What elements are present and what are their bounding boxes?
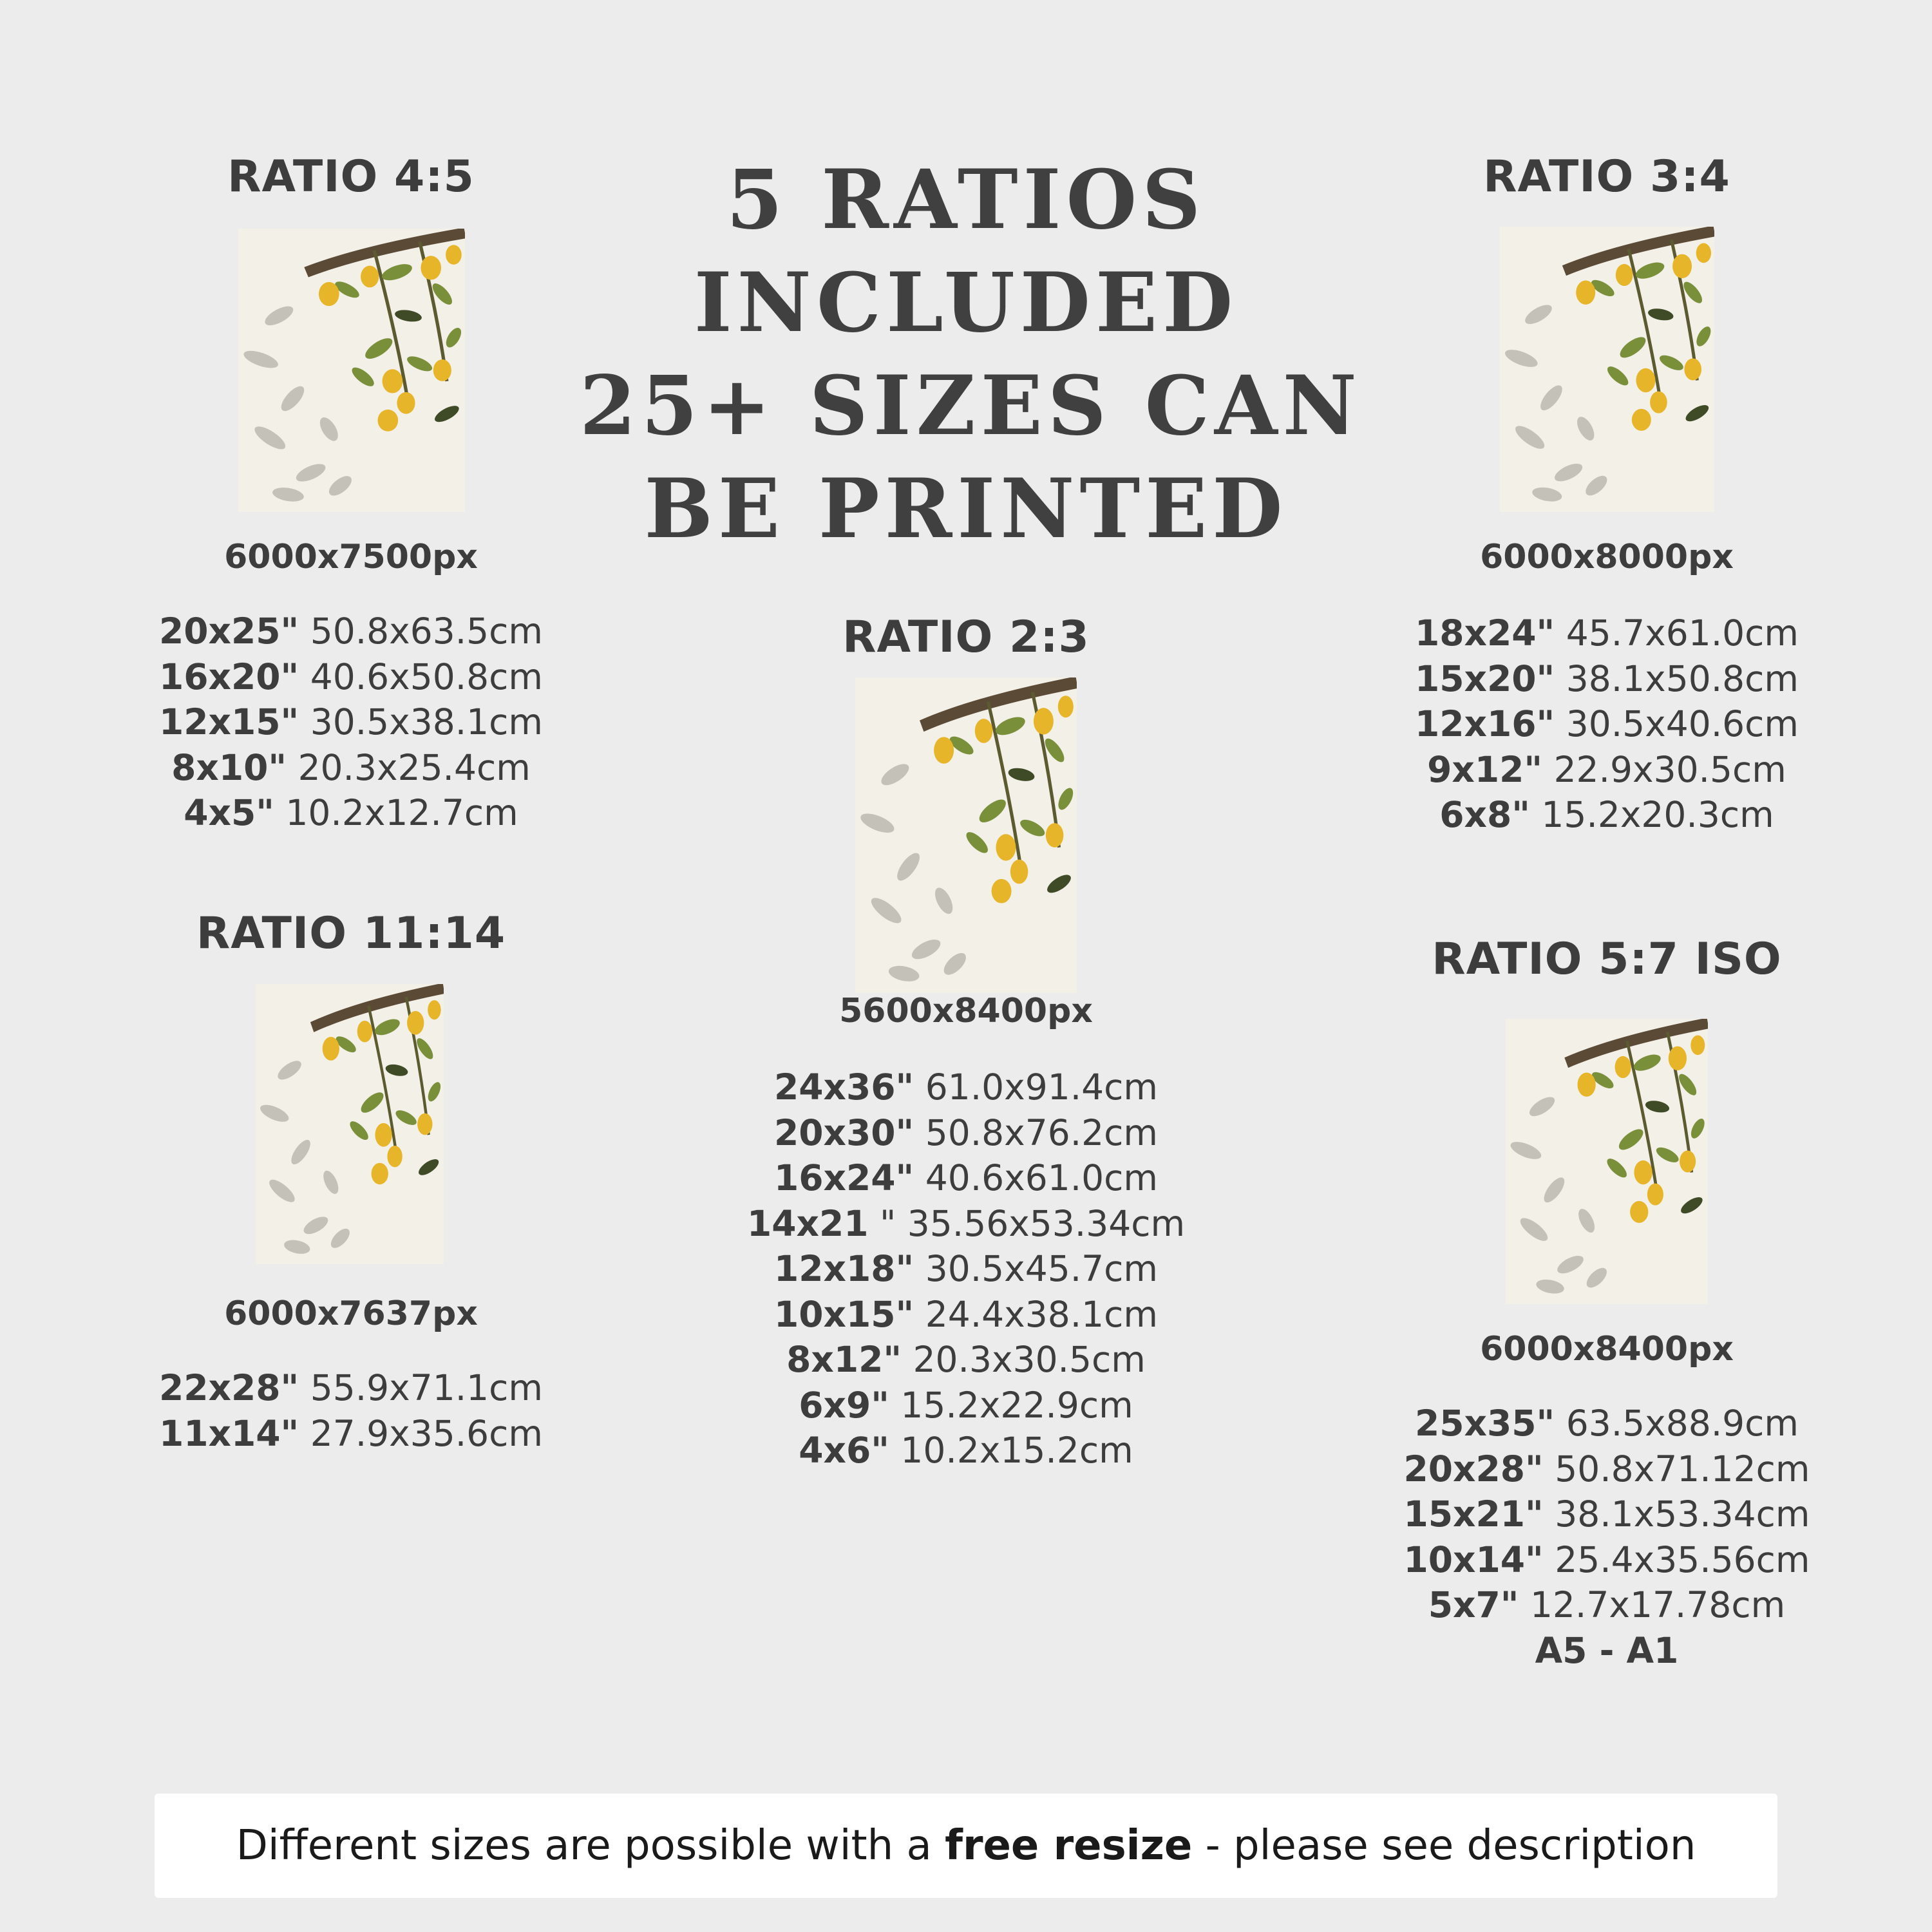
print-size-list (126, 609, 576, 836)
cm-size: 55.9x71.1cm (310, 1367, 543, 1408)
page-headline (580, 148, 1362, 560)
cm-size: 15.2x22.9cm (900, 1384, 1133, 1426)
cm-size: 30.5x45.7cm (925, 1248, 1158, 1289)
pixel-dimensions: 6000x8000px (1480, 538, 1734, 576)
print-size-row (1381, 747, 1832, 793)
cm-size: 20.3x25.4cm (298, 746, 531, 788)
inch-size: 15x21" (1403, 1493, 1544, 1535)
print-size-row (126, 609, 576, 654)
inch-size: 10x15" (774, 1293, 914, 1335)
inch-size: 8x10" (171, 746, 287, 788)
print-size-row (741, 1383, 1191, 1428)
inch-size: 6x9" (799, 1384, 889, 1426)
free-resize-banner (155, 1794, 1777, 1898)
cm-size: 63.5x88.9cm (1566, 1403, 1799, 1444)
pixel-dimensions: 5600x8400px (839, 992, 1093, 1030)
cm-size: 30.5x38.1cm (310, 701, 543, 743)
cm-size: 40.6x61.0cm (925, 1157, 1158, 1198)
print-size-row (741, 1246, 1191, 1292)
banner-text-start: Different sizes are possible with a (236, 1822, 945, 1870)
print-size-row (1381, 611, 1832, 656)
print-size-row (126, 790, 576, 836)
ratio-block-5-7-iso (1381, 927, 1832, 1700)
cm-size: 27.9x35.6cm (310, 1412, 543, 1454)
inch-size: 16x24" (774, 1157, 914, 1198)
cm-size: 10.2x12.7cm (285, 792, 518, 833)
print-size-list (741, 1065, 1191, 1473)
cm-size: 50.8x76.2cm (925, 1112, 1158, 1153)
ratio-title: RATIO 2:3 (842, 612, 1090, 663)
inch-size: 4x6" (799, 1430, 889, 1471)
print-size-row (126, 699, 576, 745)
cm-size: 38.1x50.8cm (1566, 658, 1799, 699)
cm-size: 25.4x35.56cm (1555, 1539, 1810, 1580)
cm-size: " 35.56x53.34cm (879, 1202, 1186, 1244)
cm-size: 20.3x30.5cm (913, 1339, 1146, 1380)
cm-size: 50.8x63.5cm (310, 611, 543, 652)
cm-size: 12.7x17.78cm (1530, 1584, 1786, 1625)
iso-range: A5 - A1 (1535, 1629, 1679, 1671)
ratio-block-11-14 (126, 902, 576, 1481)
ratio-title: RATIO 5:7 ISO (1432, 934, 1782, 985)
banner-text-end: - please see description (1192, 1822, 1696, 1870)
print-size-row (126, 745, 576, 791)
cm-size: 61.0x91.4cm (925, 1066, 1158, 1108)
inch-size: 5x7" (1428, 1584, 1519, 1625)
print-size-row (1381, 1537, 1832, 1583)
ratio-title: RATIO 4:5 (227, 151, 475, 202)
lemon-photo (238, 229, 465, 512)
print-size-row (741, 1337, 1191, 1383)
print-size-list (1381, 1401, 1832, 1673)
inch-size: 15x20" (1415, 658, 1555, 699)
ratio-title: RATIO 3:4 (1483, 151, 1730, 202)
ratio-block-4-5 (126, 145, 576, 853)
print-size-row (1381, 792, 1832, 838)
inch-size: 11x14" (159, 1412, 299, 1454)
print-size-row (741, 1428, 1191, 1473)
print-size-row (1381, 701, 1832, 747)
cm-size: 45.7x61.0cm (1566, 612, 1799, 654)
print-size-list (1381, 611, 1832, 838)
print-size-row (126, 1411, 576, 1457)
cm-size: 30.5x40.6cm (1566, 703, 1799, 744)
headline-line: BE PRINTED (644, 461, 1288, 556)
inch-size: 6x8" (1439, 794, 1530, 835)
banner-text-bold: free resize (945, 1822, 1193, 1870)
print-size-row (1381, 1446, 1832, 1492)
headline-line: 5 RATIOS (726, 152, 1206, 247)
lemon-photo (1500, 227, 1714, 512)
ratio-block-3-4 (1381, 145, 1832, 853)
print-size-row (1381, 1582, 1832, 1628)
cm-size: 22.9x30.5cm (1553, 748, 1786, 790)
inch-size: 14x21 (746, 1202, 869, 1244)
print-size-row (741, 1110, 1191, 1156)
inch-size: 18x24" (1415, 612, 1555, 654)
print-size-row (126, 654, 576, 700)
print-size-row (1381, 1492, 1832, 1537)
print-size-row (741, 1292, 1191, 1338)
pixel-dimensions: 6000x7500px (224, 538, 478, 576)
inch-size: 8x12" (786, 1339, 902, 1380)
headline-line: 25+ SIZES CAN (580, 358, 1362, 453)
inch-size: 4x5" (184, 792, 274, 833)
inch-size: 24x36" (774, 1066, 914, 1108)
inch-size: 12x16" (1415, 703, 1555, 744)
lemon-photo (855, 677, 1077, 993)
cm-size: 50.8x71.12cm (1555, 1448, 1810, 1490)
ratio-block-2-3 (741, 605, 1191, 1494)
print-size-row (741, 1201, 1191, 1247)
headline-line: INCLUDED (694, 255, 1238, 350)
cm-size: 38.1x53.34cm (1555, 1493, 1810, 1535)
lemon-photo (256, 984, 444, 1264)
print-size-row (741, 1155, 1191, 1201)
print-size-row (126, 1365, 576, 1411)
inch-size: 12x15" (159, 701, 299, 743)
inch-size: 9x12" (1427, 748, 1543, 790)
inch-size: 10x14" (1403, 1539, 1544, 1580)
print-size-list (126, 1365, 576, 1456)
inch-size: 12x18" (774, 1248, 914, 1289)
inch-size: 20x28" (1403, 1448, 1544, 1490)
inch-size: 22x28" (159, 1367, 299, 1408)
inch-size: 16x20" (159, 656, 299, 697)
cm-size: 40.6x50.8cm (310, 656, 543, 697)
lemon-photo (1506, 1019, 1708, 1304)
print-size-row (1381, 1401, 1832, 1446)
cm-size: 10.2x15.2cm (900, 1430, 1133, 1471)
ratio-title: RATIO 11:14 (196, 908, 506, 959)
pixel-dimensions: 6000x7637px (224, 1294, 478, 1333)
pixel-dimensions: 6000x8400px (1480, 1330, 1734, 1368)
cm-size: 15.2x20.3cm (1541, 794, 1774, 835)
print-size-row (1381, 656, 1832, 702)
print-size-row (741, 1065, 1191, 1110)
inch-size: 20x30" (774, 1112, 914, 1153)
inch-size: 20x25" (159, 611, 299, 652)
inch-size: 25x35" (1415, 1403, 1555, 1444)
cm-size: 24.4x38.1cm (925, 1293, 1158, 1335)
